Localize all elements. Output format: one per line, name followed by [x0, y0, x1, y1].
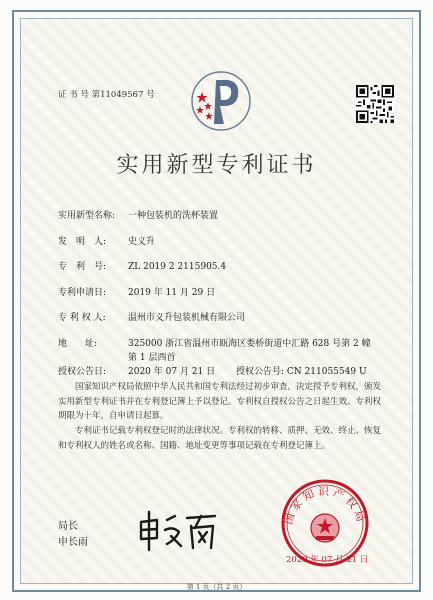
field-inventor	[58, 234, 155, 247]
announcement-date	[58, 364, 215, 377]
field-label: 实用新型名称:	[58, 211, 116, 221]
qr-code-icon	[356, 85, 394, 123]
signature-name: 申长雨	[58, 537, 88, 548]
field-value: CN 211055549 U	[286, 367, 367, 377]
field-value: 史义升	[128, 237, 156, 247]
page-title: 实用新型专利证书	[116, 153, 317, 178]
seal-date: 2020 年 07 月 21 日	[286, 555, 369, 565]
page-footer: 第 1 页（共 2 页）	[186, 583, 247, 591]
address-line-1: 325000 浙江省温州市瓯海区娄桥街道中汇路 628 号第 2 幢	[128, 339, 371, 349]
cnipa-emblem-icon	[190, 70, 252, 132]
svg-text:国家知识产权局: 国家知识产权局	[281, 485, 369, 526]
field-label: 发 明 人:	[58, 237, 107, 247]
field-label: 地 址:	[58, 339, 98, 349]
field-label: 专利申请日:	[58, 288, 107, 298]
field-patent-number	[58, 259, 226, 272]
field-patentee	[58, 310, 245, 323]
signature-title: 局长	[58, 521, 78, 532]
address-line-2: 第 1 层西首	[128, 353, 176, 363]
field-utility-name	[58, 208, 218, 221]
field-application-date	[58, 285, 215, 298]
grant-paragraph: 国家知识产权局依照中华人民共和国专利法经过初步审查，决定授予专利权，颁发实用新型专利证书并在专利登记簿上予以登记。专利权自授权公告之日起生效。专利权期限为十年，自申请日起算。	[58, 382, 382, 421]
field-label: 授权公告日:	[58, 367, 107, 377]
field-address	[58, 336, 128, 349]
field-label: 授权公告号:	[236, 367, 285, 377]
field-value: 温州市义升包装机械有限公司	[128, 313, 246, 323]
field-label: 专 利 权 人:	[58, 313, 106, 323]
legal-status-paragraph: 专利证书记载专利权登记时的法律状况。专利权的转移、质押、无效、终止、恢复和专利权人的姓名或名称、国籍、地址变更等事项记载在专利登记簿上。	[58, 426, 382, 451]
certificate-number: 证 书 号 第11049567 号	[58, 90, 155, 100]
field-value: 2020 年 07 月 21 日	[128, 367, 216, 377]
field-label: 专 利 号:	[58, 262, 107, 272]
announcement-number	[236, 364, 367, 377]
field-value: ZL 2019 2 2115905.4	[128, 262, 227, 272]
field-value: 2019 年 11 月 29 日	[128, 288, 216, 298]
handwritten-signature-icon	[135, 508, 220, 553]
field-value: 一种包装机的洗杯装置	[128, 211, 219, 221]
